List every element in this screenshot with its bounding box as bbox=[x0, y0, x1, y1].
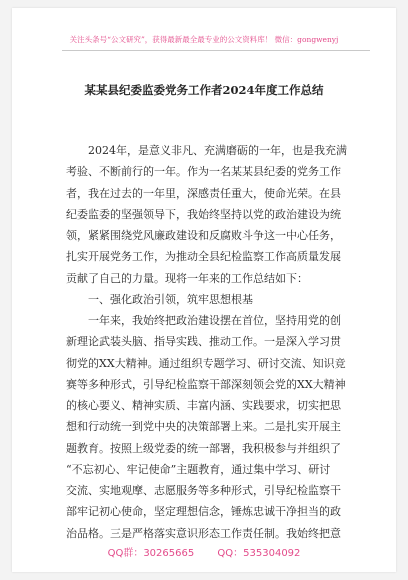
body-line: 领，紧紧围绕党风廉政建设和反腐败斗争这一中心任务， bbox=[66, 229, 341, 242]
body-line: 扎实开展党务工作，为推动全县纪检监察工作高质量发展 bbox=[66, 250, 341, 264]
header-notice: 关注头条号“公文研究”，获得最新最全最专业的公文资料库！ 微信：gongwenyj bbox=[69, 35, 339, 44]
body-line: 一、强化政治引领，筑牢思想根基 bbox=[88, 292, 253, 306]
body-line: 部牢记初心使命，坚定理想信念，锤炼忠诚干净担当的政 bbox=[66, 505, 341, 519]
body-line: 贡献了自己的力量。现将一年来的工作总结如下： bbox=[66, 271, 308, 285]
body-line: 新理论武装头脑、指导实践、推动工作。一是深入学习贯 bbox=[66, 335, 341, 349]
footer-contact bbox=[12, 544, 396, 559]
header-divider bbox=[62, 50, 370, 51]
footer-qq: QQ：535304092 bbox=[217, 548, 301, 559]
body-line: 赛等多种形式，引导纪检监察干部深刻领会党的XX大精神 bbox=[66, 377, 346, 391]
body-line: 交流、实地观摩、志愿服务等多种形式，引导纪检监察干 bbox=[66, 484, 341, 497]
body-line: “不忘初心、牢记使命”主题教育，通过集中学习、研讨 bbox=[66, 462, 331, 476]
body-line: 题教育。按照上级党委的统一部署，我积极参与并组织了 bbox=[66, 441, 341, 455]
footer-qq-group: QQ群：30265665 bbox=[107, 548, 195, 559]
body-line: 彻党的XX大精神。通过组织专题学习、研讨交流、知识竞 bbox=[66, 356, 346, 370]
body-line: 考验、不断前行的一年。作为一名某某县纪委的党务工作 bbox=[66, 165, 341, 179]
body-line: 一年来，我始终把政治建设摆在首位，坚持用党的创 bbox=[88, 314, 341, 327]
body-line: 的核心要义、精神实质、丰富内涵、实践要求，切实把思 bbox=[66, 399, 341, 412]
body-line: 纪委监委的坚强领导下，我始终坚持以党的政治建设为统 bbox=[66, 207, 341, 221]
document-body bbox=[66, 140, 364, 544]
body-line: 2024年，是意义非凡、充满磨砺的一年，也是我充满 bbox=[88, 144, 347, 157]
body-line: 想和行动统一到党中央的决策部署上来。二是扎实开展主 bbox=[66, 420, 341, 434]
body-line: 者，我在过去的一年里，深感责任重大，使命光荣。在县 bbox=[66, 186, 341, 200]
document-title: 某某县纪委监委党务工作者2024年度工作总结 bbox=[84, 83, 324, 97]
body-line: 治品格。三是严格落实意识形态工作责任制。我始终把意 bbox=[66, 526, 341, 540]
document-page bbox=[12, 8, 396, 572]
